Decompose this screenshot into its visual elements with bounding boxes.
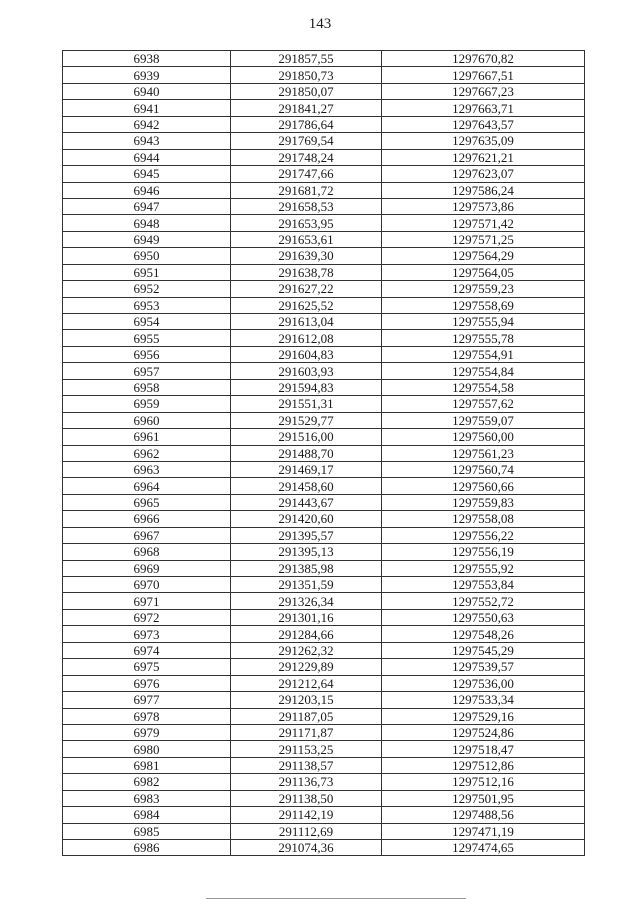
point-number-cell: 6952 [63,281,231,297]
table-row [63,215,585,231]
table-row [63,116,585,132]
table-row [63,264,585,280]
table-row [63,429,585,445]
y-coordinate-cell: 1297554,58 [382,379,585,395]
table-row [63,659,585,675]
x-coordinate-cell: 291653,61 [231,231,382,247]
y-coordinate-cell: 1297555,78 [382,330,585,346]
coordinates-table-body [63,51,585,856]
point-number-cell: 6969 [63,560,231,576]
x-coordinate-cell: 291136,73 [231,774,382,790]
x-coordinate-cell: 291469,17 [231,461,382,477]
point-number-cell: 6964 [63,478,231,494]
x-coordinate-cell: 291850,73 [231,67,382,83]
table-row [63,330,585,346]
point-number-cell: 6977 [63,692,231,708]
x-coordinate-cell: 291153,25 [231,741,382,757]
y-coordinate-cell: 1297560,66 [382,478,585,494]
table-row [63,577,585,593]
point-number-cell: 6949 [63,231,231,247]
table-row [63,314,585,330]
x-coordinate-cell: 291187,05 [231,708,382,724]
y-coordinate-cell: 1297554,91 [382,346,585,362]
y-coordinate-cell: 1297564,29 [382,248,585,264]
point-number-cell: 6948 [63,215,231,231]
point-number-cell: 6958 [63,379,231,395]
y-coordinate-cell: 1297553,84 [382,577,585,593]
table-row [63,527,585,543]
x-coordinate-cell: 291074,36 [231,840,382,856]
x-coordinate-cell: 291395,13 [231,544,382,560]
point-number-cell: 6955 [63,330,231,346]
x-coordinate-cell: 291658,53 [231,198,382,214]
point-number-cell: 6943 [63,133,231,149]
x-coordinate-cell: 291488,70 [231,445,382,461]
y-coordinate-cell: 1297474,65 [382,840,585,856]
x-coordinate-cell: 291142,19 [231,807,382,823]
table-row [63,840,585,856]
y-coordinate-cell: 1297558,08 [382,511,585,527]
table-row [63,445,585,461]
table-row [63,708,585,724]
table-row [63,807,585,823]
table-row [63,363,585,379]
x-coordinate-cell: 291639,30 [231,248,382,264]
y-coordinate-cell: 1297529,16 [382,708,585,724]
x-coordinate-cell: 291612,08 [231,330,382,346]
coordinates-table [62,50,585,856]
x-coordinate-cell: 291171,87 [231,724,382,740]
table-row [63,692,585,708]
table-row [63,461,585,477]
y-coordinate-cell: 1297554,84 [382,363,585,379]
point-number-cell: 6967 [63,527,231,543]
x-coordinate-cell: 291112,69 [231,823,382,839]
point-number-cell: 6941 [63,100,231,116]
point-number-cell: 6953 [63,297,231,313]
table-row [63,379,585,395]
point-number-cell: 6981 [63,757,231,773]
x-coordinate-cell: 291604,83 [231,346,382,362]
table-row [63,396,585,412]
point-number-cell: 6979 [63,724,231,740]
x-coordinate-cell: 291769,54 [231,133,382,149]
point-number-cell: 6944 [63,149,231,165]
x-coordinate-cell: 291857,55 [231,51,382,67]
y-coordinate-cell: 1297559,83 [382,494,585,510]
y-coordinate-cell: 1297539,57 [382,659,585,675]
x-coordinate-cell: 291786,64 [231,116,382,132]
y-coordinate-cell: 1297552,72 [382,593,585,609]
table-row [63,823,585,839]
x-coordinate-cell: 291841,27 [231,100,382,116]
point-number-cell: 6957 [63,363,231,379]
y-coordinate-cell: 1297501,95 [382,790,585,806]
table-row [63,609,585,625]
point-number-cell: 6985 [63,823,231,839]
y-coordinate-cell: 1297558,69 [382,297,585,313]
point-number-cell: 6947 [63,198,231,214]
point-number-cell: 6962 [63,445,231,461]
table-row [63,231,585,247]
point-number-cell: 6946 [63,182,231,198]
table-row [63,51,585,67]
y-coordinate-cell: 1297524,86 [382,724,585,740]
page-number: 143 [308,16,332,32]
table-row [63,281,585,297]
x-coordinate-cell: 291395,57 [231,527,382,543]
y-coordinate-cell: 1297556,19 [382,544,585,560]
point-number-cell: 6984 [63,807,231,823]
point-number-cell: 6940 [63,83,231,99]
table-row [63,757,585,773]
y-coordinate-cell: 1297545,29 [382,642,585,658]
y-coordinate-cell: 1297557,62 [382,396,585,412]
table-row [63,544,585,560]
y-coordinate-cell: 1297555,92 [382,560,585,576]
table-row [63,642,585,658]
y-coordinate-cell: 1297667,23 [382,83,585,99]
y-coordinate-cell: 1297564,05 [382,264,585,280]
table-row [63,198,585,214]
x-coordinate-cell: 291653,95 [231,215,382,231]
table-row [63,182,585,198]
x-coordinate-cell: 291443,67 [231,494,382,510]
point-number-cell: 6938 [63,51,231,67]
point-number-cell: 6963 [63,461,231,477]
point-number-cell: 6983 [63,790,231,806]
point-number-cell: 6951 [63,264,231,280]
y-coordinate-cell: 1297571,25 [382,231,585,247]
table-row [63,478,585,494]
x-coordinate-cell: 291138,50 [231,790,382,806]
y-coordinate-cell: 1297556,22 [382,527,585,543]
point-number-cell: 6976 [63,675,231,691]
table-row [63,593,585,609]
point-number-cell: 6970 [63,577,231,593]
y-coordinate-cell: 1297555,94 [382,314,585,330]
y-coordinate-cell: 1297561,23 [382,445,585,461]
point-number-cell: 6954 [63,314,231,330]
table-row [63,494,585,510]
x-coordinate-cell: 291681,72 [231,182,382,198]
y-coordinate-cell: 1297548,26 [382,626,585,642]
y-coordinate-cell: 1297663,71 [382,100,585,116]
point-number-cell: 6975 [63,659,231,675]
point-number-cell: 6950 [63,248,231,264]
y-coordinate-cell: 1297559,07 [382,412,585,428]
x-coordinate-cell: 291747,66 [231,166,382,182]
table-row [63,149,585,165]
table-row [63,560,585,576]
x-coordinate-cell: 291212,64 [231,675,382,691]
y-coordinate-cell: 1297560,00 [382,429,585,445]
y-coordinate-cell: 1297573,86 [382,198,585,214]
y-coordinate-cell: 1297488,56 [382,807,585,823]
x-coordinate-cell: 291594,83 [231,379,382,395]
y-coordinate-cell: 1297512,16 [382,774,585,790]
x-coordinate-cell: 291326,34 [231,593,382,609]
x-coordinate-cell: 291627,22 [231,281,382,297]
table-row [63,166,585,182]
y-coordinate-cell: 1297536,00 [382,675,585,691]
point-number-cell: 6971 [63,593,231,609]
y-coordinate-cell: 1297623,07 [382,166,585,182]
point-number-cell: 6968 [63,544,231,560]
table-row [63,297,585,313]
point-number-cell: 6974 [63,642,231,658]
table-row [63,100,585,116]
point-number-cell: 6942 [63,116,231,132]
x-coordinate-cell: 291603,93 [231,363,382,379]
x-coordinate-cell: 291458,60 [231,478,382,494]
x-coordinate-cell: 291613,04 [231,314,382,330]
y-coordinate-cell: 1297670,82 [382,51,585,67]
x-coordinate-cell: 291301,16 [231,609,382,625]
y-coordinate-cell: 1297533,34 [382,692,585,708]
table-row [63,511,585,527]
table-row [63,133,585,149]
x-coordinate-cell: 291420,60 [231,511,382,527]
point-number-cell: 6956 [63,346,231,362]
point-number-cell: 6972 [63,609,231,625]
x-coordinate-cell: 291850,07 [231,83,382,99]
x-coordinate-cell: 291551,31 [231,396,382,412]
table-row [63,774,585,790]
point-number-cell: 6978 [63,708,231,724]
y-coordinate-cell: 1297512,86 [382,757,585,773]
point-number-cell: 6965 [63,494,231,510]
y-coordinate-cell: 1297586,24 [382,182,585,198]
table-row [63,248,585,264]
footer-rule [206,898,466,899]
x-coordinate-cell: 291351,59 [231,577,382,593]
y-coordinate-cell: 1297571,42 [382,215,585,231]
x-coordinate-cell: 291516,00 [231,429,382,445]
table-row [63,790,585,806]
table-row [63,626,585,642]
table-row [63,412,585,428]
point-number-cell: 6945 [63,166,231,182]
point-number-cell: 6986 [63,840,231,856]
x-coordinate-cell: 291748,24 [231,149,382,165]
x-coordinate-cell: 291625,52 [231,297,382,313]
x-coordinate-cell: 291385,98 [231,560,382,576]
point-number-cell: 6959 [63,396,231,412]
x-coordinate-cell: 291262,32 [231,642,382,658]
x-coordinate-cell: 291529,77 [231,412,382,428]
point-number-cell: 6982 [63,774,231,790]
point-number-cell: 6966 [63,511,231,527]
y-coordinate-cell: 1297621,21 [382,149,585,165]
x-coordinate-cell: 291284,66 [231,626,382,642]
table-row [63,346,585,362]
point-number-cell: 6980 [63,741,231,757]
y-coordinate-cell: 1297667,51 [382,67,585,83]
table-row [63,83,585,99]
y-coordinate-cell: 1297635,09 [382,133,585,149]
y-coordinate-cell: 1297560,74 [382,461,585,477]
y-coordinate-cell: 1297643,57 [382,116,585,132]
y-coordinate-cell: 1297471,19 [382,823,585,839]
x-coordinate-cell: 291638,78 [231,264,382,280]
x-coordinate-cell: 291203,15 [231,692,382,708]
x-coordinate-cell: 291229,89 [231,659,382,675]
table-row [63,741,585,757]
point-number-cell: 6973 [63,626,231,642]
y-coordinate-cell: 1297559,23 [382,281,585,297]
y-coordinate-cell: 1297550,63 [382,609,585,625]
x-coordinate-cell: 291138,57 [231,757,382,773]
point-number-cell: 6961 [63,429,231,445]
point-number-cell: 6939 [63,67,231,83]
table-row [63,675,585,691]
table-row [63,67,585,83]
table-row [63,724,585,740]
y-coordinate-cell: 1297518,47 [382,741,585,757]
point-number-cell: 6960 [63,412,231,428]
